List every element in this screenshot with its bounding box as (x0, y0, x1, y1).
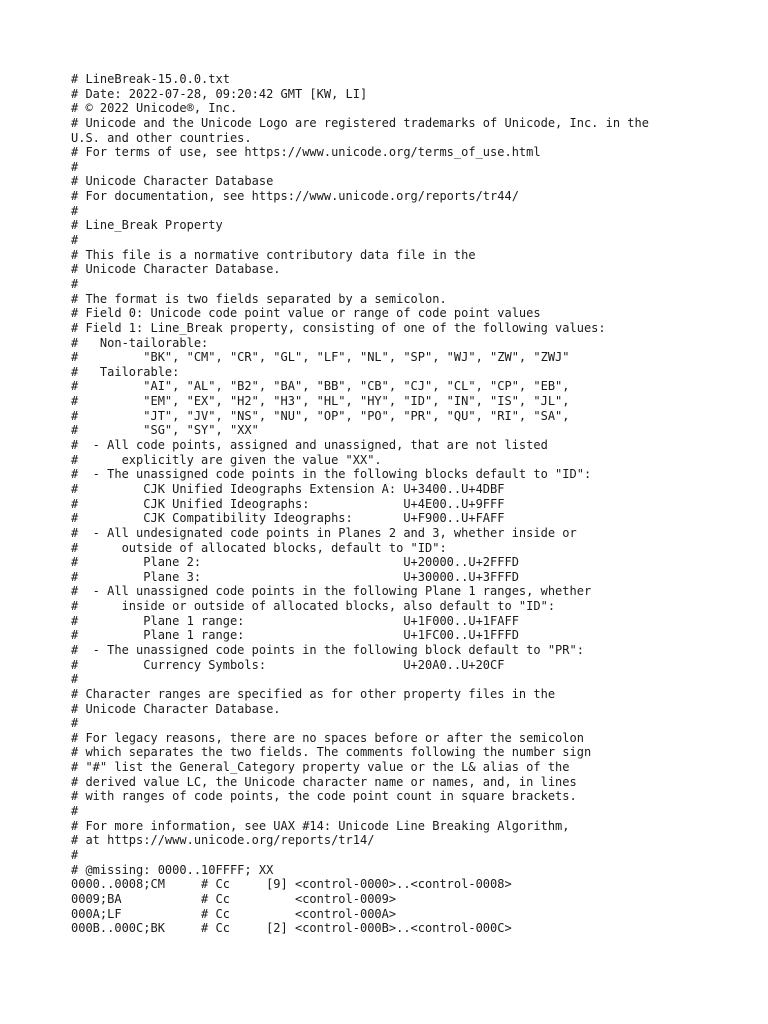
document-line: 0000..0008;CM # Cc [9] <control-0000>..<control-0008> (71, 877, 512, 892)
document-line: # CJK Unified Ideographs: U+4E00..U+9FFF (71, 496, 505, 511)
document-line: # "SG", "SY", "XX" (71, 423, 259, 438)
document-line: # This file is a normative contributory data file in the (71, 247, 476, 262)
document-line: # CJK Compatibility Ideographs: U+F900..U+FAFF (71, 511, 505, 526)
document-line: 0009;BA # Cc <control-0009> (71, 891, 397, 906)
document-line: # (71, 672, 79, 687)
document-line: # at https://www.unicode.org/reports/tr14/ (71, 833, 375, 848)
document-line: # "#" list the General_Category property value or the L& alias of the (71, 760, 570, 775)
document-line: # Date: 2022-07-28, 09:20:42 GMT [KW, LI] (71, 86, 368, 101)
document-line: # (71, 276, 79, 291)
document-line: 000A;LF # Cc <control-000A> (71, 906, 397, 921)
document-line: # Plane 3: U+30000..U+3FFFD (71, 569, 519, 584)
document-line: # - All undesignated code points in Planes 2 and 3, whether inside or (71, 525, 577, 540)
document-line: # Unicode Character Database (71, 174, 274, 189)
document-line: # For documentation, see https://www.unicode.org/reports/tr44/ (71, 189, 519, 204)
document-line: # © 2022 Unicode®, Inc. (71, 101, 238, 116)
document-line: # Non-tailorable: (71, 335, 209, 350)
document-line: # (71, 233, 79, 248)
text-document (71, 72, 761, 936)
document-line: # "BK", "CM", "CR", "GL", "LF", "NL", "SP", "WJ", "ZW", "ZWJ" (71, 350, 570, 365)
document-line: # explicitly are given the value "XX". (71, 452, 382, 467)
document-line: # (71, 716, 79, 731)
document-line: # derived value LC, the Unicode character name or names, and, in lines (71, 774, 577, 789)
document-line: # - All unassigned code points in the following Plane 1 ranges, whether (71, 584, 592, 599)
document-line: # "AI", "AL", "B2", "BA", "BB", "CB", "CJ", "CL", "CP", "EB", (71, 379, 570, 394)
document-line: # For terms of use, see https://www.unicode.org/terms_of_use.html (71, 145, 541, 160)
document-line: U.S. and other countries. (71, 130, 252, 145)
document-line: # @missing: 0000..10FFFF; XX (71, 862, 274, 877)
document-line: # (71, 159, 79, 174)
document-line: # Currency Symbols: U+20A0..U+20CF (71, 657, 505, 672)
document-line: # Unicode Character Database. (71, 262, 281, 277)
document-line: # outside of allocated blocks, default to "ID": (71, 540, 447, 555)
document-line: # Character ranges are specified as for other property files in the (71, 686, 556, 701)
document-line: # Field 0: Unicode code point value or range of code point values (71, 306, 541, 321)
document-line: # - All code points, assigned and unassigned, that are not listed (71, 438, 548, 453)
document-line: # For more information, see UAX #14: Unicode Line Breaking Algorithm, (71, 818, 570, 833)
document-line: # Unicode and the Unicode Logo are registered trademarks of Unicode, Inc. in the (71, 115, 649, 130)
document-line: # CJK Unified Ideographs Extension A: U+3400..U+4DBF (71, 481, 505, 496)
document-line: # For legacy reasons, there are no spaces before or after the semicolon (71, 730, 584, 745)
document-line: # "EM", "EX", "H2", "H3", "HL", "HY", "ID", "IN", "IS", "JL", (71, 394, 570, 409)
document-line: 000B..000C;BK # Cc [2] <control-000B>..<control-000C> (71, 921, 512, 936)
document-line: # Plane 2: U+20000..U+2FFFD (71, 555, 519, 570)
document-line: # The format is two fields separated by a semicolon. (71, 291, 447, 306)
document-line: # Field 1: Line_Break property, consisting of one of the following values: (71, 320, 606, 335)
document-line: # "JT", "JV", "NS", "NU", "OP", "PO", "PR", "QU", "RI", "SA", (71, 408, 570, 423)
document-line: # inside or outside of allocated blocks, also default to "ID": (71, 599, 556, 614)
document-line: # (71, 847, 79, 862)
document-line: # with ranges of code points, the code point count in square brackets. (71, 789, 577, 804)
document-line: # (71, 203, 79, 218)
document-line: # LineBreak-15.0.0.txt (71, 72, 230, 86)
document-line: # - The unassigned code points in the following blocks default to "ID": (71, 467, 592, 482)
document-line: # (71, 804, 79, 819)
document-line: # Unicode Character Database. (71, 701, 281, 716)
document-line: # Plane 1 range: U+1F000..U+1FAFF (71, 613, 519, 628)
document-line: # Line_Break Property (71, 218, 223, 233)
document-line: # which separates the two fields. The comments following the number sign (71, 745, 592, 760)
document-line: # Tailorable: (71, 364, 180, 379)
document-line: # - The unassigned code points in the following block default to "PR": (71, 642, 584, 657)
document-line: # Plane 1 range: U+1FC00..U+1FFFD (71, 628, 519, 643)
